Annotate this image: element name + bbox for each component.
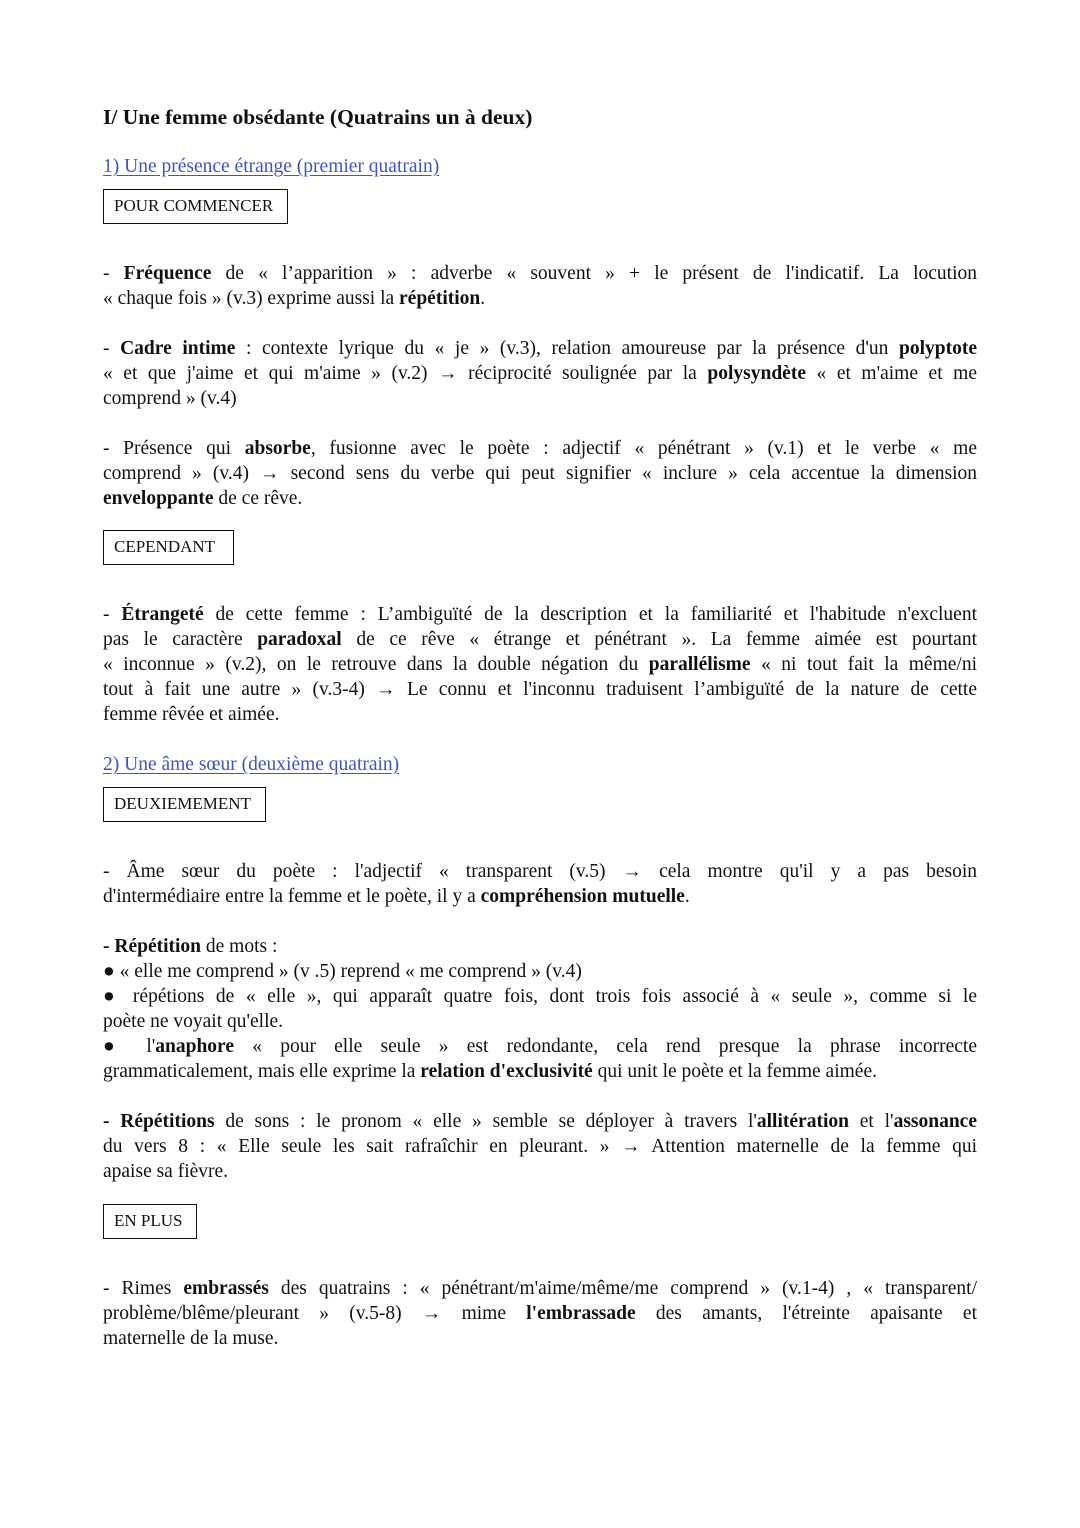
line: maternelle de la muse. (103, 1328, 279, 1349)
paragraph-etrangete (103, 602, 977, 727)
line: femme rêvée et aimée. (103, 704, 280, 725)
paragraph-repetition-mots (103, 934, 977, 1084)
list-item: ● répétions de « elle », qui apparaît quatre fois, dont trois fois associé à « seule », comme si le (103, 986, 977, 1007)
section-1-subtitle[interactable]: 1) Une présence étrange (premier quatrain) (103, 156, 440, 177)
line: du vers 8 : « Elle seule les sait rafraîchir en pleurant. » → Attention maternelle de la femme qui (103, 1136, 977, 1157)
line: - Répétitions de sons : le pronom « elle » semble se déployer à travers l'allitération et l'assonance (103, 1111, 977, 1132)
line: - Étrangeté de cette femme : L’ambiguïté de la description et la familiarité et l'habitude n'excluent (103, 604, 977, 625)
paragraph-ame-soeur (103, 859, 977, 909)
box-en-plus: EN PLUS (103, 1204, 197, 1239)
paragraph-frequence (103, 261, 977, 311)
line: problème/blême/pleurant » (v.5-8) → mime l'embrassade des amants, l'étreinte apaisante et (103, 1303, 977, 1324)
box-pour-commencer: POUR COMMENCER (103, 189, 288, 224)
paragraph-presence (103, 436, 977, 511)
box-deuxiemement: DEUXIEMEMENT (103, 787, 266, 822)
line: « inconnue » (v.2), on le retrouve dans la double négation du parallélisme « ni tout fait la même/ni (103, 654, 977, 675)
line: poète ne voyait qu'elle. (103, 1011, 284, 1032)
line: enveloppante de ce rêve. (103, 488, 303, 509)
line: apaise sa fièvre. (103, 1161, 229, 1182)
line: comprend » (v.4) (103, 388, 237, 409)
line: grammaticalement, mais elle exprime la relation d'exclusivité qui unit le poète et la femme aimée. (103, 1061, 877, 1082)
line: comprend » (v.4) → second sens du verbe qui peut signifier « inclure » cela accentue la dimension (103, 463, 977, 484)
line: - Rimes embrassés des quatrains : « pénétrant/m'aime/même/me comprend » (v.1-4) , « transparent/ (103, 1278, 977, 1299)
box-cependant: CEPENDANT (103, 530, 234, 565)
list-item: ● « elle me comprend » (v .5) reprend « me comprend » (v.4) (103, 961, 582, 982)
line: « chaque fois » (v.3) exprime aussi la répétition. (103, 288, 486, 309)
line: - Âme sœur du poète : l'adjectif « transparent (v.5) → cela montre qu'il y a pas besoin (103, 861, 977, 882)
line: - Présence qui absorbe, fusionne avec le poète : adjectif « pénétrant » (v.1) et le verbe « me (103, 438, 977, 459)
line: « et que j'aime et qui m'aime » (v.2) → réciprocité soulignée par la polysyndète « et m'aime et me (103, 363, 977, 384)
paragraph-cadre-intime (103, 336, 977, 411)
line: pas le caractère paradoxal de ce rêve « étrange et pénétrant ». La femme aimée est pourtant (103, 629, 978, 650)
main-heading: I/ Une femme obsédante (Quatrains un à deux) (103, 105, 533, 129)
line: d'intermédiaire entre la femme et le poète, il y a compréhension mutuelle. (103, 886, 690, 907)
list-item: ● l'anaphore « pour elle seule » est redondante, cela rend presque la phrase incorrecte (103, 1036, 977, 1057)
line: - Fréquence de « l’apparition » : adverbe « souvent » + le présent de l'indicatif. La locution (103, 263, 978, 284)
paragraph-rimes (103, 1276, 977, 1351)
section-2-subtitle[interactable]: 2) Une âme sœur (deuxième quatrain) (103, 754, 400, 775)
line: - Cadre intime : contexte lyrique du « je » (v.3), relation amoureuse par la présence d'un polyptote (103, 338, 977, 359)
line: tout à fait une autre » (v.3-4) → Le connu et l'inconnu traduisent l’ambiguïté de la nature de cette (103, 679, 977, 700)
paragraph-repetition-sons (103, 1109, 977, 1184)
line: - Répétition de mots : (103, 936, 278, 957)
